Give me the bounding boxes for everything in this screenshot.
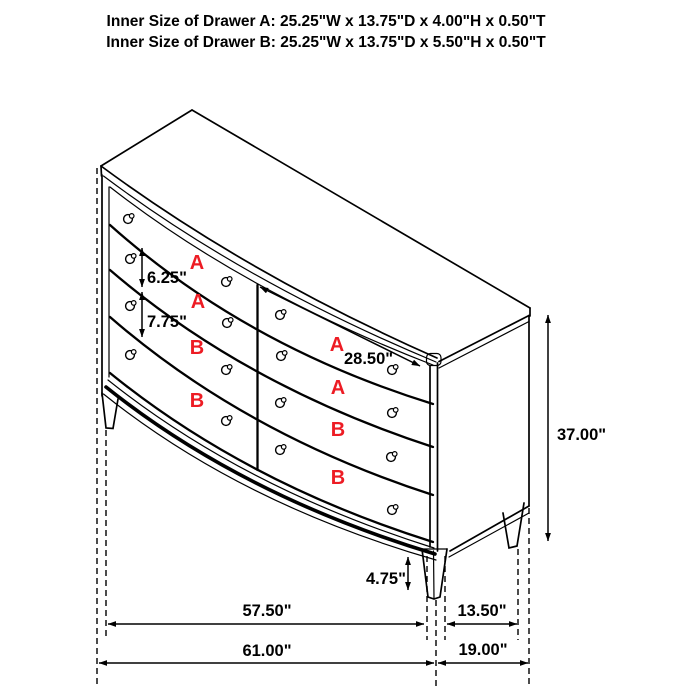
dimension-label-front-width: 57.50" (242, 602, 292, 620)
drawer-knob-icon (276, 310, 286, 320)
dimension-front-width (108, 602, 424, 624)
drawer-label-left-4: B (189, 390, 205, 412)
drawer-knob-icon (222, 365, 232, 375)
drawer-area-bottom-edge (110, 373, 433, 542)
dimension-overall-depth (438, 641, 528, 663)
header-line-2: Inner Size of Drawer B: 25.25"W x 13.75"D x 5.50"H x 0.50"T (106, 34, 546, 51)
drawer-knob-icon (276, 398, 286, 408)
drawer-label-left-1: A (189, 252, 205, 274)
header-line-1: Inner Size of Drawer A: 25.25"W x 13.75"D x 4.00"H x 0.50"T (106, 13, 546, 30)
dimension-label-drawer-a-height: 6.25" (147, 269, 187, 287)
dimension-label-overall-height: 37.00" (557, 426, 607, 444)
dimension-leg-height (366, 557, 408, 590)
top-back-left-edge (101, 110, 192, 166)
dimension-label-depth-between-legs: 13.50" (457, 602, 507, 620)
dresser-side-panel (449, 316, 529, 558)
dimension-depth-between-legs (447, 602, 517, 624)
drawer-label-right-2: A (330, 377, 346, 399)
drawer-label-left-2: A (190, 291, 206, 313)
base-molding-upper-curve (108, 380, 434, 548)
base-molding-heavy-curve (106, 387, 435, 554)
dimension-label-overall-width: 61.00" (242, 642, 292, 660)
dimension-overall-width (99, 642, 434, 663)
drawer-knob-icon (223, 318, 233, 328)
drawer-row-divider-3 (110, 317, 433, 495)
dimension-overall-height (548, 315, 606, 541)
drawer-knob-icon (277, 351, 287, 361)
header (106, 13, 546, 51)
dimension-label-drawer-b-height: 7.75" (147, 313, 187, 331)
dimension-label-leg-height: 4.75" (366, 570, 406, 588)
drawer-knob-icon (126, 301, 136, 311)
drawer-labels (190, 252, 345, 489)
drawer-knob-icon (387, 452, 397, 462)
dimension-drawer-a-height (142, 248, 187, 287)
top-slab-side-edge (439, 316, 529, 362)
drawer-knob-icon (124, 214, 134, 224)
drawer-label-left-3: B (189, 337, 205, 359)
dimension-label-drawer-section-width: 28.50" (344, 350, 394, 368)
drawer-label-right-3: B (330, 419, 346, 441)
drawer-knob-icon (276, 445, 286, 455)
front-right-leg-corner-edge (434, 551, 435, 599)
drawer-knob-icon (126, 350, 136, 360)
drawer-knob-icon (222, 277, 232, 287)
side-apron-edge (449, 513, 529, 557)
drawer-knob-icon (388, 505, 398, 515)
front-left-leg (102, 393, 118, 429)
drawer-knob-icon (222, 416, 232, 426)
top-back-right-edge (189, 110, 530, 308)
dimension-drawer-b-height (142, 292, 187, 337)
drawer-label-right-4: B (330, 467, 346, 489)
drawer-label-right-1: A (329, 334, 345, 356)
drawer-knob-icon (388, 408, 398, 418)
dimension-label-overall-depth: 19.00" (458, 641, 508, 659)
side-lip-line (439, 322, 529, 369)
drawer-knob-icon (126, 254, 136, 264)
